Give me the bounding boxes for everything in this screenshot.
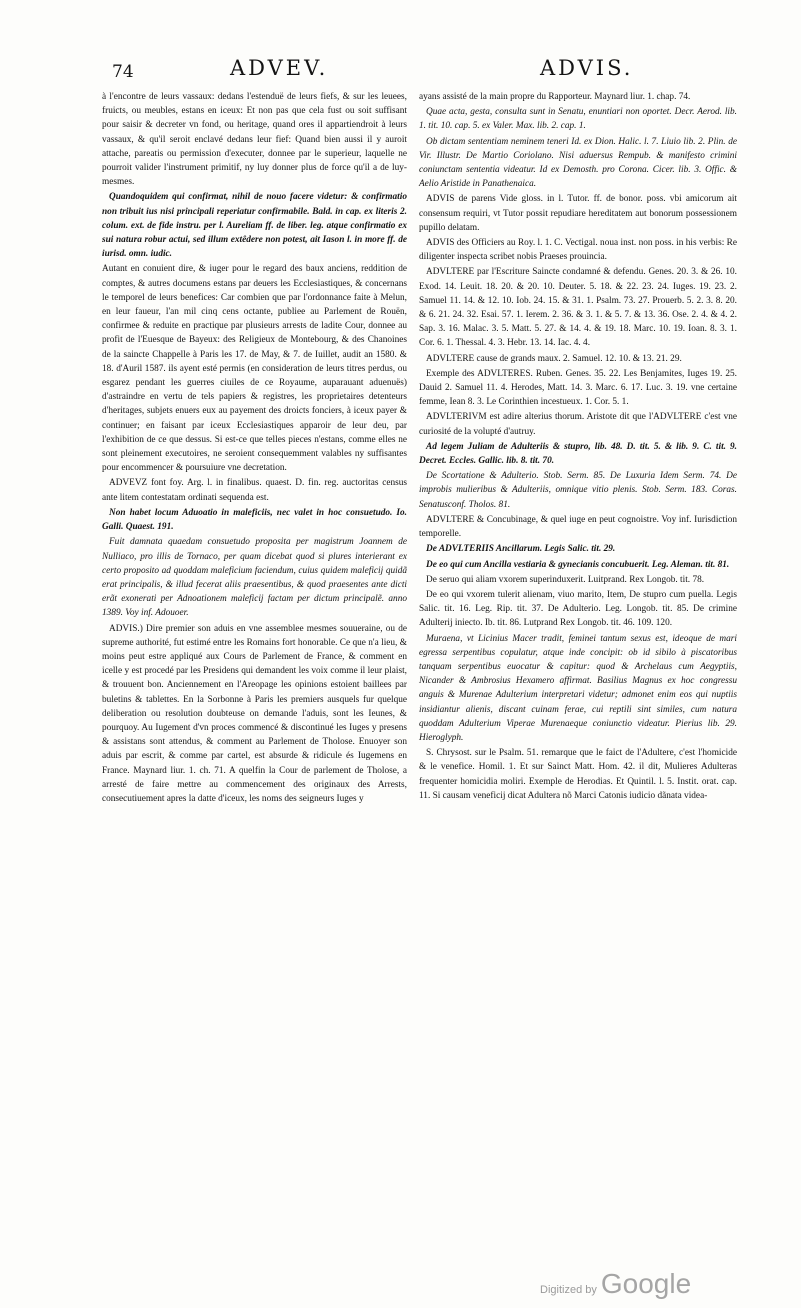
paragraph: Autant en conuient dire, & iuger pour le regard des baux anciens, reddition de comptes, & autres documens estans par deuers les Ecclesiastiques, & concernans le temporel de leurs benefices: Car combien que par l'ordonnance faite à Melun, en leur faueur, l'an mil cinq cens octante, publiee au Parlement de Rouën, confirmee & reduite en practique par plusieurs arrests de ladite Cour, donnee au profit de l'Euesque de Bayeux: des Religieux de Montebourg, & des Chanoines de la saincte Chappelle à Paris les 17. de May, & 7. de Iuillet, audit an 1580. & 18. d'Auril 1587. ils ayent esté permis (en consideration de leurs titres perdus, ou esgarez pendant les guerres ciuiles de ce Royaume, auparauant aduenuës) d'astraindre en vertu de tels papiers & registres, les proprietaires detenteurs d'heritages, subjets enuers eux au payement des droicts fonciers, à iceux payer & continuer; en faisant par iceux Ecclesiastiques apparoir de leur deu, par l'exhibition de ce que dessus. Si est-ce que telles pieces n'estans, comme elles ne sont pleinement executoires, ne seroient consequemment valables ny suffisantes pour encommencer & poursuiure vne decretation. — [102, 264, 407, 474]
paragraph: ayans assisté de la main propre du Rapporteur. Maynard liur. 1. chap. 74. — [419, 92, 691, 102]
paragraph: De Scortatione & Adulterio. Stob. Serm. 85. De Luxuria Idem Serm. 74. De improbis mulieribus & Adulteriis, omnique vitio plenis. Stob. Serm. 183. Coras. Senatusconf. Tholos. 81. — [419, 471, 737, 510]
paragraph: De ADVLTERIIS Ancillarum. Legis Salic. tit. 29. — [426, 544, 616, 555]
digitized-by-label: Digitized by — [540, 1284, 597, 1296]
paragraph: à l'encontre de leurs vassaux: dedans l'estenduë de leurs fiefs, & sur les leuees, fruicts, ou meubles, estans en iceux: Et non pas que cela fust ou soit suffisant pour saisir & decreter vn fond, ou heritage, quand ores il appartiendroit à leurs vassaux, & qu'il seroit enclavé dedans leur fief: Quand bien aussi il y auroit attache, pareatis ou permission d'executer, donnee par le superieur, laquelle ne pourroit valider l'instrument primitif, ny luy donner plus de force qu'il a de luy-mesmes. — [102, 92, 407, 188]
paragraph: ADVLTERE cause de grands maux. 2. Samuel. 12. 10. & 13. 21. 29. — [426, 353, 682, 364]
digitized-by-footer — [540, 1268, 691, 1300]
paragraph: ADVEVZ font foy. Arg. l. in finalibus. quaest. D. fin. reg. auctoritas census ante litem contestatam ordinati sequenda est. — [102, 478, 407, 503]
paragraph: ADVLTERE & Concubinage, & quel iuge en peut cognoistre. Voy inf. Iurisdiction temporelle. — [419, 514, 737, 540]
paragraph: ADVIS de parens Vide gloss. in l. Tutor. ff. de bonor. poss. vbi amicorum ait consensum requiri, vt Tutor possit repudiare hereditatem aut bonorum possessionem pupillo delatam. — [419, 194, 737, 233]
paragraph: Non habet locum Aduoatio in maleficiis, nec valet in hoc consuetudo. Io. Galli. Quaest. 191. — [102, 507, 407, 533]
paragraph: De eo qui cum Ancilla vestiaria & gynecianis concubuerit. Leg. Aleman. tit. 81. — [426, 559, 730, 570]
paragraph: ADVLTERE par l'Escriture Saincte condamné & defendu. Genes. 20. 3. & 26. 10. Exod. 14. Leuit. 18. 20. & 20. 10. Deuter. 5. 18. & 22. 23. 24. Iuges. 19. 23. 2. Samuel 11. 14. & 12. 10. Iob. 24. 15. & 31. 1. Psalm. 73. 27. Prouerb. 5. 2. 3. 8. 20. & 6. 21. 24. 32. Esai. 57. 1. Ierem. 2. 36. & 3. 1. & 5. 7. & 13. 36. Ose. 2. 4. & 4. 2. Sap. 3. 16. Malac. 3. 5. Matt. 5. 27. & 14. 4. & 19. 18. Marc. 10. 19. Ioan. 8. 3. 1. Cor. 6. 1. Thessal. 4. 3. Hebr. 13. 14. Iac. 4. 4. — [419, 267, 737, 349]
paragraph: ADVIS des Officiers au Roy. l. 1. C. Vectigal. noua inst. non poss. in his verbis: Re diligenter inspecta scribet nobis Praeses prouincia. — [419, 238, 737, 263]
paragraph: Ob dictam sententiam neminem teneri Id. ex Dion. Halic. l. 7. Liuio lib. 2. Plin. de Vir. Illustr. De Martio Coriolano. Nisi aduersus Rempub. & manifesto crimini coniunctam sententia videatur. Id ex Demosth. pro Corona. Cicer. lib. 3. Offic. & Aelio Aristide in Panathenaica. — [419, 136, 737, 190]
paragraph: Fuit damnata quaedam consuetudo proposita per magistrum Joannem de Nulliaco, pro illis de Tornaco, per quam dicebat quod si plures interierant ex certo proposito ad quoddam maleficium faciendum, cuius quidem maleficij quidã erat principalis, & illud fecerat aliis praesentibus, & quod praesentes ante dicti erãt exonerati per Adnoationem maleficij factam per dictum principalẽ. anno 1389. Voy inf. Adouoer. — [102, 537, 407, 619]
paragraph: De eo qui vxorem tulerit alienam, viuo marito, Item, De stupro cum puella. Legis Salic. tit. 16. Leg. Rip. tit. 37. De Adulterio. Leg. Longob. tit. 85. De crimine Adulterij iniecto. Ib. tit. 86. Lutprand Rex Longob. tit. 46. 109. 120. — [419, 589, 737, 629]
running-head-left: ADVEV. — [230, 56, 329, 80]
page-number: 74 — [112, 62, 134, 82]
paragraph: ADVLTERIVM est adire alterius thorum. Aristote dit que l'ADVLTERE c'est vne curiosité de la volupté d'autruy. — [419, 412, 737, 437]
right-column — [419, 90, 737, 804]
paragraph: Ad legem Juliam de Adulteriis & stupro, lib. 48. D. tit. 5. & lib. 9. C. tit. 9. Decret. Eccles. Gallic. lib. 8. tit. 70. — [419, 441, 737, 467]
left-column — [102, 90, 407, 807]
paragraph: Exemple des ADVLTERES. Ruben. Genes. 35. 22. Les Benjamites, Iuges 19. 25. Dauid 2. Samuel 11. 4. Herodes, Matt. 14. 3. Marc. 6. 17. Luc. 3. 19. vne certaine femme, Iean 8. 3. Le Corinthien incestueux. 1. Cor. 5. 1. — [419, 368, 737, 408]
paragraph: De seruo qui aliam vxorem superinduxerit. Luitprand. Rex Longob. tit. 78. — [426, 574, 705, 585]
paragraph: Quae acta, gesta, consulta sunt in Senatu, enuntiari non oportet. Decr. Aerod. lib. 1. tit. 10. cap. 5. ex Valer. Max. lib. 2. cap. 1. — [419, 107, 737, 132]
paragraph: Muraena, vt Licinius Macer tradit, feminei tantum sexus est, ideoque de mari egressa serpentibus copulatur, atque inde concipit: ob id sibilo à piscatoribus tanquam serpentibus euocatur & capitur: quod & Archelaus cum Aegyptiis, Nicander & Ambrosius Hexamero affirmat. Basilius Magnus ex hoc congressu anguis & Murenae Adulterium interpretari videtur; admonet enim eos qui nuptiis insidiantur alienis, discant cuinam ferae, cui reptili sint similes, cum natura quoddam Adulterium Viperae Murenaeque coniunctio videatur. Pierius lib. 29. Hieroglyph. — [419, 633, 737, 743]
google-logo: Google — [600, 1268, 692, 1299]
paragraph: ADVIS.) Dire premier son aduis en vne assemblee mesmes souueraine, ou de supreme authorité, fut estimé entre les Romains fort honorable. Ce que n'a lieu, & moins peut estre appliqué aux Cours de Parlement de France, & comment en icelle y est procedé par les Presidens qui demandent les voix comme il leur plaist, & trouuent bon. Anciennement en l'Areopage les opinions estoient baillees par buletins & tablettes. En la Sorbonne à Paris les premiers ausquels fur quelque deliberation ou resolution doubteuse on demande l'aduis, sont les Ieunes, & pourquoy. Au Iugement d'vn proces commencé & discontinué les Iuges y presens & assistans sont attendus, & comment au Parlement de Tholose. Enuoyer son aduis par escrit, & comme par cartel, est absurde & ridicule és Iugemens en France. Maynard liur. 1. ch. 71. A quelfin la Cour de parlement de Tholose, a arresté de faire mettre au commencement des originaux des Arrests, consecutiuement apres la datte d'iceux, les noms des seigneurs Iuges y — [102, 623, 407, 804]
running-head-right: ADVIS. — [540, 56, 634, 80]
paragraph: S. Chrysost. sur le Psalm. 51. remarque que le faict de l'Adultere, c'est l'homicide & le venefice. Homil. 1. Et sur Sainct Matt. Hom. 42. il dit, Mulieres Adulteras frequenter homicidia moliri. Exemple de Herodias. Et Quintil. l. 5. Instit. orat. cap. 11. Si causam veneficij dicat Adultera nõ Marci Catonis iudicio dãnata videa- — [419, 748, 737, 801]
paragraph: Quandoquidem qui confirmat, nihil de nouo facere videtur: & confirmatio non tribuit ius nisi principali reperiatur confirmabile. Bald. in cap. ex literis 2. colum. ext. de fide instru. per l. Aureliam ff. de liber. leg. atque confirmatio ex sui natura robur actui, sed illum extêdere non potest, ait Iason l. in more ff. de iurisd. omn. iudic. — [102, 192, 407, 260]
